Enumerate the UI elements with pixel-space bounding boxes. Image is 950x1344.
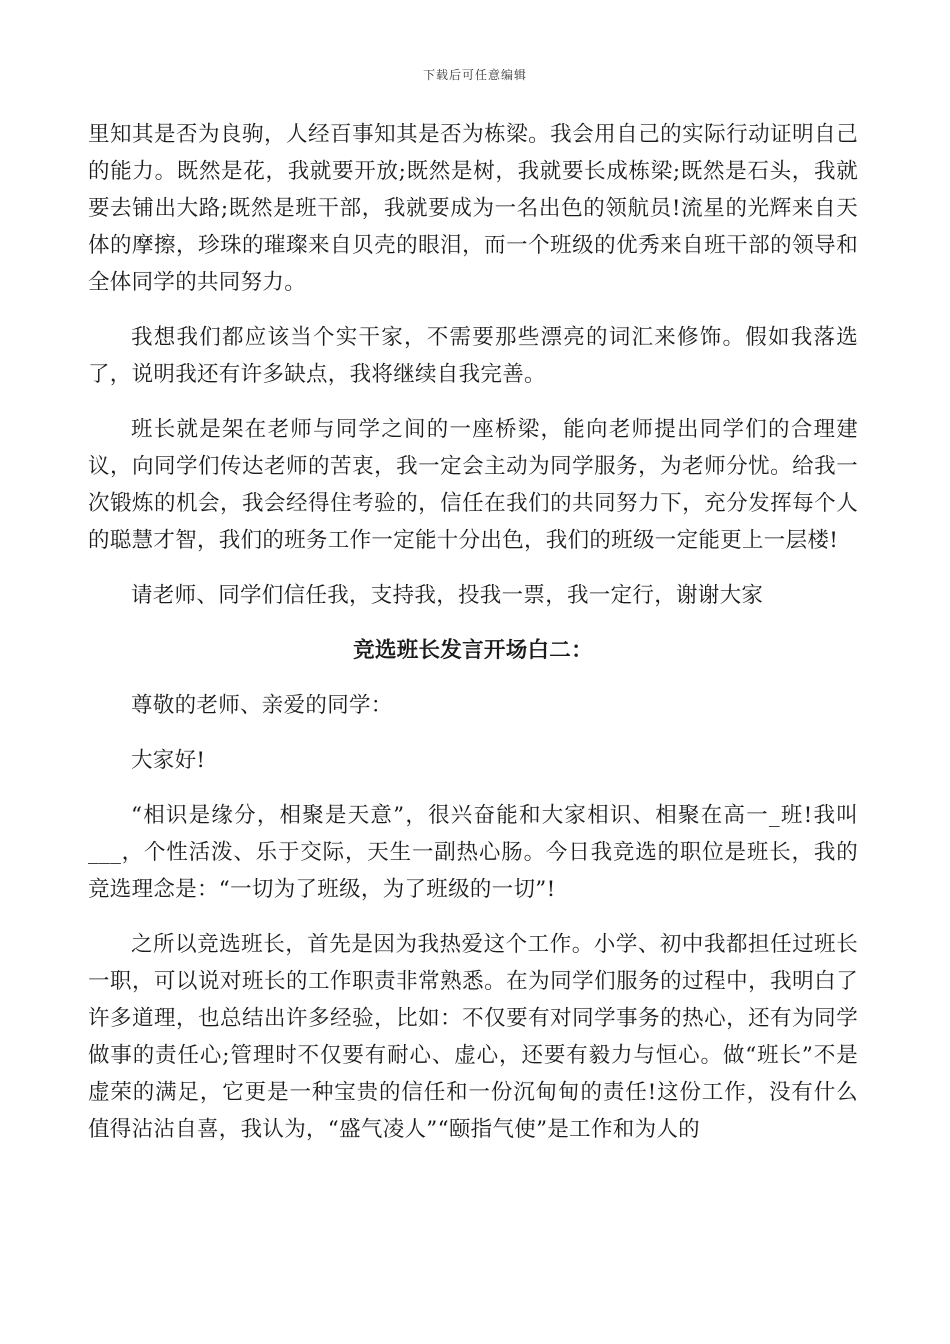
- paragraph-bridge: 班长就是架在老师与同学之间的一座桥梁，能向老师提出同学们的合理建议，向同学们传达老师的苦衷，我一定会主动为同学服务，为老师分忧。给我一次锻炼的机会，我会经得住考验的，信任在我们的共同努力下，充分发挥每个人的聪慧才智，我们的班务工作一定能十分出色，我们的班级一定能更上一层楼!: [88, 417, 858, 553]
- paragraph-salutation: 尊敬的老师、亲爱的同学：: [131, 693, 393, 718]
- paragraph-introduction: “相识是缘分，相聚是天意”，很兴奋能和大家相识、相聚在高一_班!我叫___，个性活泼、乐于交际，天生一副热心肠。今日我竞选的职位是班长，我的竞选理念是：“一切为了班级，为了班级的一切”!: [88, 803, 858, 902]
- paragraph-reason: 之所以竞选班长，首先是因为我热爱这个工作。小学、初中我都担任过班长一职，可以说对班长的工作职责非常熟悉。在为同学们服务的过程中，我明白了许多道理，也总结出许多经验，比如：不仅要有对同学事务的热心，还有为同学做事的责任心;管理时不仅要有耐心、虚心，还要有毅力与恒心。做“班长”不是虚荣的满足，它更是一种宝贵的信任和一份沉甸甸的责任!这份工作，没有什么值得沾沾自喜，我认为，“盛气凌人”“颐指气使”是工作和为人的: [88, 932, 858, 1142]
- paragraph-vote-request: 请老师、同学们信任我，支持我，投我一票，我一定行，谢谢大家: [131, 583, 764, 608]
- paragraph-continuation: 里知其是否为良驹，人经百事知其是否为栋梁。我会用自己的实际行动证明自己的能力。既然是花，我就要开放;既然是树，我就要长成栋梁;既然是石头，我就要去铺出大路;既然是班干部，我就要成为一名出色的领航员!流星的光辉来自天体的摩擦，珍珠的璀璨来自贝壳的眼泪，而一个班级的优秀来自班干部的领导和全体同学的共同努力。: [88, 122, 858, 295]
- section-heading: 竞选班长发言开场白二：: [353, 638, 593, 663]
- paragraph-greeting: 大家好!: [131, 748, 206, 773]
- header-note: 下载后可任意编辑: [422, 68, 527, 82]
- document-body: [88, 116, 858, 1148]
- paragraph-practical: 我想我们都应该当个实干家，不需要那些漂亮的词汇来修饰。假如我落选了，说明我还有许多缺点，我将继续自我完善。: [88, 325, 858, 387]
